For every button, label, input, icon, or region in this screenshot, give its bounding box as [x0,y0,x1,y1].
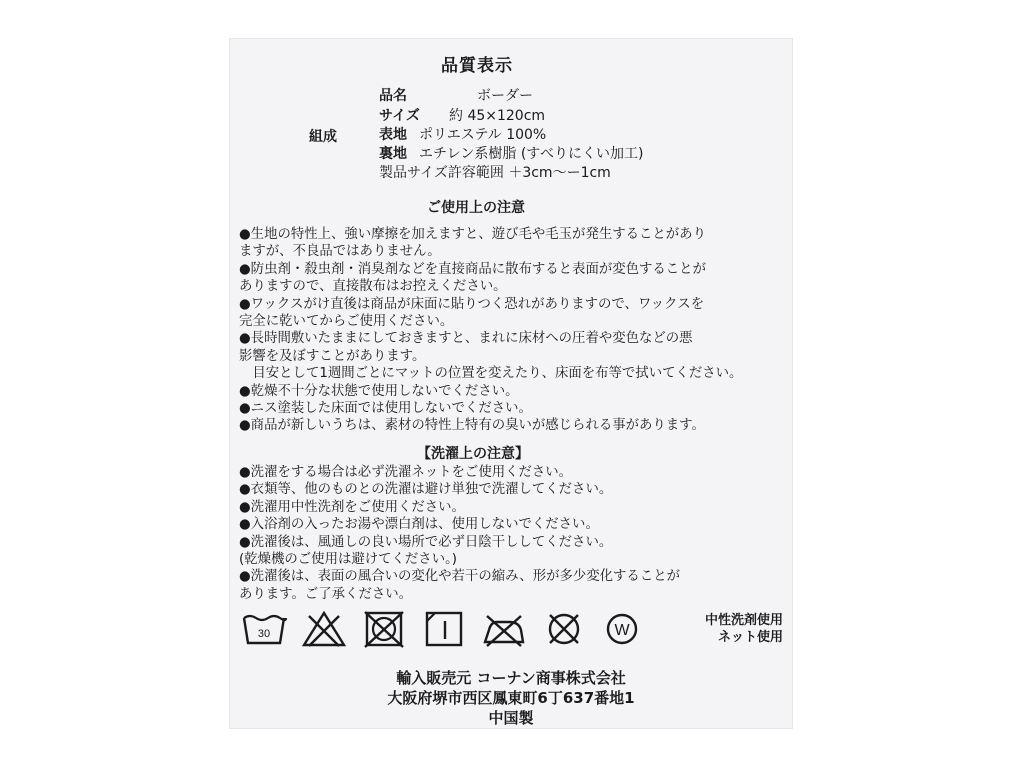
composition-key: 組成 [309,129,337,145]
address: 大阪府堺市西区鳳東町6丁637番地1 [387,689,635,707]
washing-line: ●洗濯をする場合は必ず洗濯ネットをご使用ください。 [239,465,573,480]
washing-line: ●入浴剤の入ったお湯や漂白剤は、使用しないでください。 [239,517,599,533]
origin: 中国製 [488,709,534,727]
washing-line: (乾燥機のご使用は避けてください。) [239,552,457,568]
face-key: 表地 [379,127,407,143]
use-net-note: ネット使用 [717,630,783,645]
usage-line: ●ワックスがけ直後は商品が床面に貼りつく恐れがありますので、ワックスを [239,296,705,312]
washing-line: あります。ご了承ください。 [239,586,413,602]
neutral-detergent-note: 中性洗剤使用 [704,613,783,628]
usage-line: ●乾燥不十分な状態で使用しないでください。 [239,383,519,399]
washing-notes [239,464,789,603]
no-bleach-icon [301,610,347,648]
label-title: 品質表示 [441,56,513,76]
usage-notes [239,226,789,435]
care-symbols [241,610,641,650]
usage-line: ありますので、直接散布はお控えください。 [239,279,507,295]
usage-line: ●長時間敷いたままにしておきますと、まれに床材への圧着や変色などの悪 [239,331,693,347]
no-dry-clean-icon [541,610,587,648]
wash-30-icon [241,610,287,648]
usage-heading: ご使用上の注意 [427,200,525,216]
usage-line: ●商品が新しいうちは、素材の特性上特有の臭いが感じられる事があります。 [239,418,705,434]
no-tumble-dry-icon [361,610,407,648]
care-label [229,38,793,729]
wet-clean-icon [599,610,645,648]
face-value: ポリエステル 100% [419,127,547,143]
washing-line: ●衣類等、他のものとの洗濯は避け単独で洗濯してください。 [239,482,613,498]
usage-line: ●防虫剤・殺虫剤・消臭剤などを直接商品に散布すると表面が変色することが [239,261,706,277]
washing-heading: 【洗濯上の注意】 [417,446,529,462]
name-key: 品名 [379,88,407,104]
wool-symbol-label: W [614,622,630,639]
importer: 輸入販売元 コーナン商事株式会社 [396,669,626,687]
back-value: エチレン系樹脂 (すべりにくい加工) [419,146,644,162]
name-value: ボーダー [477,88,533,104]
washing-line: ●洗濯後は、風通しの良い場所で必ず日陰干ししてください。 [239,534,613,550]
usage-line: 影響を及ぼすことがあります。 [239,348,426,364]
no-iron-icon [481,610,527,648]
usage-line: ●ニス塗装した床面では使用しないでください。 [239,401,532,417]
back-key: 裏地 [379,146,407,162]
usage-line: ますが、不良品ではありません。 [239,244,441,260]
wash-temp-label: 30 [257,628,271,640]
usage-line: 目安として1週間ごとにマットの位置を変えたり、床面を布等で拭いてください。 [239,366,743,382]
washing-line: ●洗濯用中性洗剤をご使用ください。 [239,499,465,515]
size-key: サイズ [379,108,420,124]
size-value: 約 45×120cm [449,108,546,124]
line-dry-shade-icon [421,610,467,648]
washing-line: ●洗濯後は、表面の風合いの変化や若干の縮み、形が多少変化することが [239,569,680,585]
usage-line: 完全に乾いてからご使用ください。 [239,314,454,330]
usage-line: ●生地の特性上、強い摩擦を加えますと、遊び毛や毛玉が発生することがあり [239,227,706,242]
size-tolerance: 製品サイズ許容範囲 ＋3cm〜ー1cm [379,165,611,181]
